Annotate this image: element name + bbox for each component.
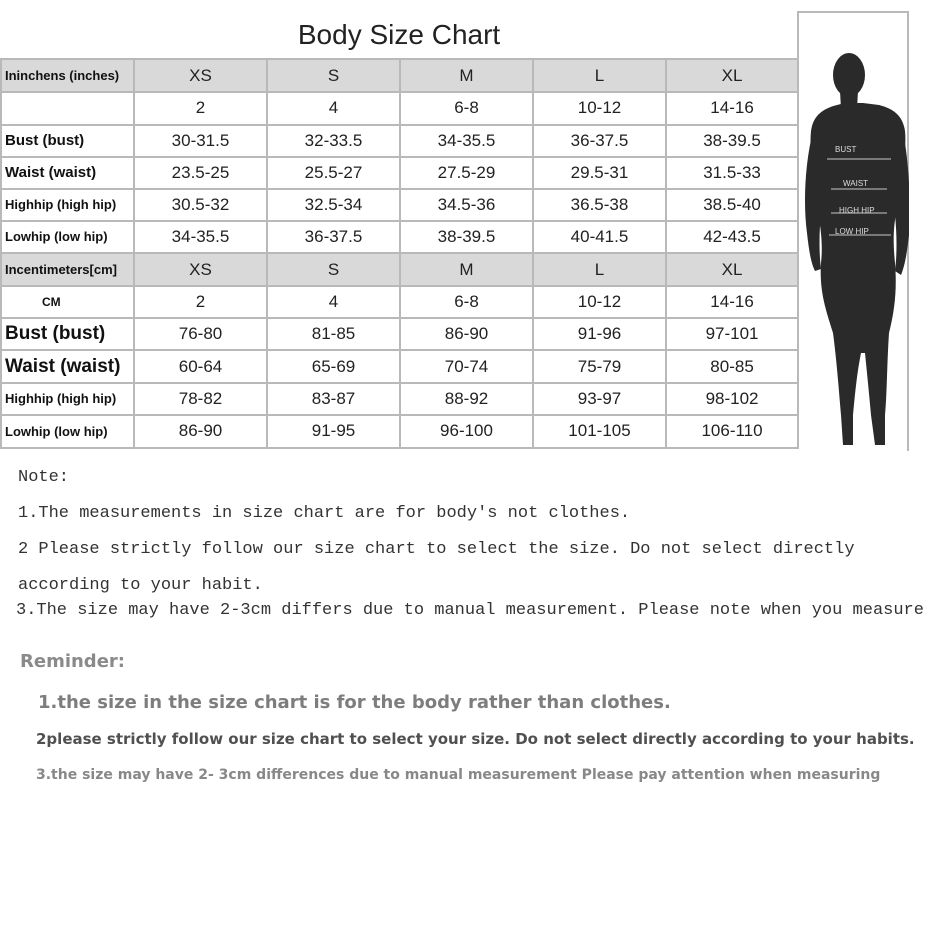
size-header-s: S (267, 253, 400, 286)
cm-highhip-row (1, 383, 798, 415)
value-cell: 38.5-40 (666, 189, 798, 221)
value-cell: 81-85 (267, 318, 400, 350)
inches-waist-row (1, 157, 798, 189)
row-label-lowhip: Lowhip (low hip) (1, 415, 134, 448)
row-label-bust: Bust (bust) (1, 125, 134, 157)
value-cell: 34-35.5 (134, 221, 267, 253)
size-header-xs: XS (134, 253, 267, 286)
value-cell: 40-41.5 (533, 221, 666, 253)
value-cell: 32-33.5 (267, 125, 400, 157)
value-cell: 31.5-33 (666, 157, 798, 189)
value-cell: 34-35.5 (400, 125, 533, 157)
value-cell: 86-90 (400, 318, 533, 350)
value-cell: 101-105 (533, 415, 666, 448)
empty-label-cell (1, 92, 134, 124)
us-size-cell: 4 (267, 92, 400, 124)
value-cell: 34.5-36 (400, 189, 533, 221)
value-cell: 70-74 (400, 350, 533, 382)
value-cell: 36-37.5 (533, 125, 666, 157)
value-cell: 97-101 (666, 318, 798, 350)
reminder-heading: Reminder: (20, 651, 125, 672)
value-cell: 86-90 (134, 415, 267, 448)
value-cell: 30-31.5 (134, 125, 267, 157)
reminder-line-1: 1.the size in the size chart is for the body rather than clothes. (38, 692, 671, 713)
size-header-m: M (400, 253, 533, 286)
value-cell: 83-87 (267, 383, 400, 415)
value-cell: 88-92 (400, 383, 533, 415)
figure-label-bust: BUST (835, 145, 857, 154)
note-line-2a: 2 Please strictly follow our size chart to select the size. Do not select directly (18, 540, 855, 559)
size-header-s: S (267, 59, 400, 92)
note-line-3: 3.The size may have 2-3cm differs due to manual measurement. Please note when you measure (16, 601, 924, 620)
value-cell: 78-82 (134, 383, 267, 415)
value-cell: 106-110 (666, 415, 798, 448)
value-cell: 93-97 (533, 383, 666, 415)
value-cell: 75-79 (533, 350, 666, 382)
cm-waist-row (1, 350, 798, 382)
row-label-waist: Waist (waist) (1, 350, 134, 382)
note-heading: Note: (18, 468, 70, 487)
size-header-l: L (533, 59, 666, 92)
reminder-line-2: 2please strictly follow our size chart to select your size. Do not select directly according to your habits. (36, 730, 915, 748)
value-cell: 30.5-32 (134, 189, 267, 221)
us-size-cell: 14-16 (666, 286, 798, 318)
value-cell: 91-95 (267, 415, 400, 448)
us-size-cell: 10-12 (533, 92, 666, 124)
cm-header-row (1, 253, 798, 286)
inches-highhip-row (1, 189, 798, 221)
value-cell: 80-85 (666, 350, 798, 382)
figure-label-high-hip: HIGH HIP (839, 206, 875, 215)
inches-lowhip-row (1, 221, 798, 253)
inches-header-row (1, 59, 798, 92)
cm-bust-row (1, 318, 798, 350)
chart-title: Body Size Chart (1, 11, 798, 59)
value-cell: 36.5-38 (533, 189, 666, 221)
body-size-chart-table (0, 11, 799, 449)
size-header-m: M (400, 59, 533, 92)
cm-lowhip-row (1, 415, 798, 448)
us-size-cell: 2 (134, 286, 267, 318)
value-cell: 38-39.5 (666, 125, 798, 157)
value-cell: 29.5-31 (533, 157, 666, 189)
cm-unit-label: CM (1, 286, 134, 318)
value-cell: 25.5-27 (267, 157, 400, 189)
note-line-1: 1.The measurements in size chart are for body's not clothes. (18, 504, 631, 523)
cm-section-label: Incentimeters[cm] (1, 253, 134, 286)
row-label-waist: Waist (waist) (1, 157, 134, 189)
note-line-2b: according to your habit. (18, 576, 263, 595)
value-cell: 65-69 (267, 350, 400, 382)
inches-us-size-row (1, 92, 798, 124)
us-size-cell: 6-8 (400, 92, 533, 124)
body-silhouette-panel (797, 11, 909, 451)
value-cell: 32.5-34 (267, 189, 400, 221)
body-silhouette-icon (797, 13, 909, 453)
value-cell: 98-102 (666, 383, 798, 415)
figure-label-waist: WAIST (843, 179, 869, 188)
figure-label-low-hip: LOW HIP (835, 227, 869, 236)
row-label-bust: Bust (bust) (1, 318, 134, 350)
cm-us-size-row (1, 286, 798, 318)
value-cell: 36-37.5 (267, 221, 400, 253)
row-label-lowhip: Lowhip (low hip) (1, 221, 134, 253)
value-cell: 91-96 (533, 318, 666, 350)
value-cell: 96-100 (400, 415, 533, 448)
us-size-cell: 4 (267, 286, 400, 318)
row-label-highhip: Highhip (high hip) (1, 383, 134, 415)
inches-bust-row (1, 125, 798, 157)
size-header-l: L (533, 253, 666, 286)
value-cell: 60-64 (134, 350, 267, 382)
chart-title-row (1, 11, 798, 59)
row-label-highhip: Highhip (high hip) (1, 189, 134, 221)
us-size-cell: 14-16 (666, 92, 798, 124)
size-header-xl: XL (666, 253, 798, 286)
value-cell: 38-39.5 (400, 221, 533, 253)
value-cell: 42-43.5 (666, 221, 798, 253)
inches-section-label: Ininchens (inches) (1, 59, 134, 92)
value-cell: 23.5-25 (134, 157, 267, 189)
size-header-xl: XL (666, 59, 798, 92)
us-size-cell: 2 (134, 92, 267, 124)
us-size-cell: 6-8 (400, 286, 533, 318)
value-cell: 76-80 (134, 318, 267, 350)
us-size-cell: 10-12 (533, 286, 666, 318)
reminder-line-3: 3.the size may have 2- 3cm differences due to manual measurement Please pay attention when measuring (36, 767, 881, 783)
size-header-xs: XS (134, 59, 267, 92)
value-cell: 27.5-29 (400, 157, 533, 189)
